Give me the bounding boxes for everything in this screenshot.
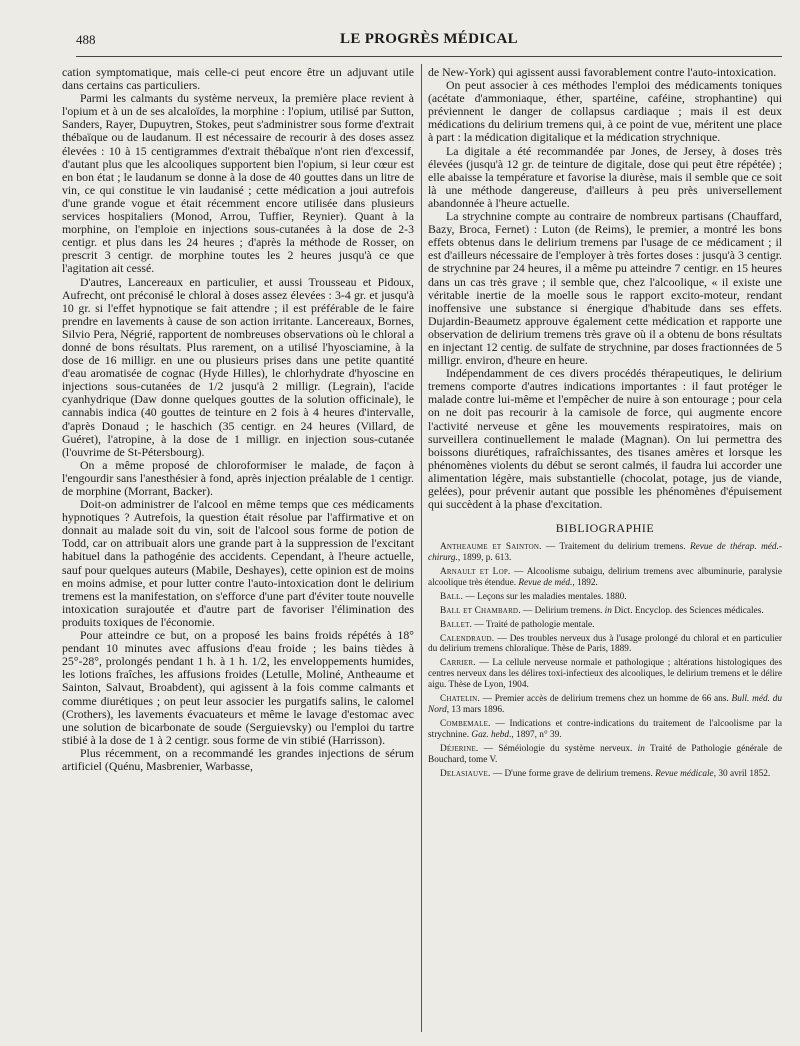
paragraph: Plus récemment, on a recommandé les grandes injections de sérum artificiel (Quénu, Masbrenier, Warbasse, [62,745,414,773]
bibliography-entry [428,592,782,603]
running-title: LE PROGRÈS MÉDICAL [340,31,518,47]
paragraph: On a même proposé de chloroformiser le malade, de façon à l'engourdir sans l'anesthésier à fond, après injection préalable de 1 centigr. de morphine (Morrant, Backer). [62,457,414,498]
bib-authors: Carrier. [440,658,476,669]
bib-text: — Traitement du delirium tremens. [541,542,690,553]
bib-authors: Ballet. [440,619,473,630]
bibliography-entry [428,634,782,656]
right-column [428,66,782,1038]
bib-tail: Traité de Pathologie générale de Bouchard, tome V. [428,743,782,765]
bib-text: — Leçons sur les maladies mentales. 1880. [463,591,627,602]
bib-authors: Arnault et Lop. [440,567,511,577]
bib-tail: , 1899, p. 613. [457,553,512,564]
bib-authors: Ball et Chambard. [440,605,521,616]
bibliography-list [428,542,782,779]
bib-journal: Revue de thérap. méd.-chirurg. [428,542,782,564]
bibliography-entry [428,542,782,564]
paragraph: D'autres, Lancereaux en particulier, et aussi Trousseau et Pidoux, Aufrecht, ont préconisé le chloral à doses assez élevées : 3-4 gr. et jusqu'à 10 gr. si l'effet hypnotique se fait attendre ; il est préférable de le faire prendre en lavements à cause de son action irritante. Lancereaux, Bornes, Silvio Pera, Négrié, rapportent de nombreuses observations où le chloral a donné de bons résultats. Plus rarement, on a utilisé l'hyosciamine, à la dose de 16 milligr. en une ou plusieurs prises dans une petite quantité d'eau aromatisée de cognac (Hyde Hilles), le chlorhydrate d'hyoscine en injections sous-cutanées de 1/2 jusqu'à 2 milligr. (Legrain), l'acide cyanhydrique (Daw donne quelques gouttes de la solution officinale), le cannabis indica (40 gouttes de teinture en 2 fois à 4 heures d'intervalle, d'après Donaud ; le haschich (35 centigr. en 24 heures (Villard, de Guéret), l'atropine, à la dose de 1 milligr. en injection sous-cutanée (l'ouvrime de St-Pétersbourg). [62,274,414,459]
bibliography-entry [428,719,782,741]
paragraph: cation symptomatique, mais celle-ci peut encore être un adjuvant utile dans certains cas particuliers. [62,66,414,93]
bib-text: — La cellule nerveuse normale et pathologique ; altérations histologiques des centres nerveux dans les délires toxi-infectieux des alcooliques, le delirium tremens et le délire aigu. Thèse de Lyon, 1904. [428,658,782,691]
bib-text: — Alcoolisme subaigu, delirium tremens avec albuminurie, paralysie alcoolique très étendue. [428,567,782,588]
bibliography-entry [428,606,782,617]
bib-journal: Revue médicale [655,768,714,779]
bibliography-entry [428,769,782,780]
left-column [62,66,414,1038]
bib-journal: Bull. méd. du Nord [428,694,782,715]
bib-authors: Ball. [440,591,464,602]
page-number: 488 [76,32,96,47]
paragraph: Pour atteindre ce but, on a proposé les bains froids répétés à 18° pendant 10 minutes avec affusions d'eau froide ; les bains tièdes à 25°-28°, prolongés pendant 1 h. à 1 h. 1/2, les enveloppements humides, les lotions fraîches, les affusions froides (Letulle, Moliné, Antheaume et Sainton, Salvaut, Broabdent), qui agissent à la fois comme calmants et comme diurétiques ; on peut leur associer les purgatifs salins, le calomel (Crothers), les lavements évacuateurs et même le lavage d'estomac avec une solution de bicarbonate de soude (Serguievsky) ou l'emploi du tartre stibié à la dose de 1 à 2 centigr. sous forme de vin stibié (Harrisson). [62,628,414,747]
bibliography-entry [428,567,782,589]
bib-tail: , 30 avril 1852. [713,768,771,779]
bib-journal: Gaz. hebd. [471,729,512,740]
bib-tail: , 13 mars 1896. [446,704,505,715]
bibliography-entry [428,744,782,766]
bibliography-entry [428,620,782,631]
bib-journal: in [637,743,645,754]
bib-authors: Calendraud. [440,633,495,644]
bib-text: — Indications et contre-indications du traitement de l'alcoolisme par la strychnine. [428,718,782,740]
bib-journal: in [604,605,612,616]
bib-text: — D'une forme grave de delirium tremens. [490,768,656,779]
paragraph: La strychnine compte au contraire de nombreux partisans (Chauffard, Bazy, Broca, Fernet) : Luton (de Reims), le premier, a montré les bons effets obtenus dans le delirium tremens par l'usage de ce médicament ; il est d'ailleurs nécessaire de l'employer à très fortes doses : jusqu'à 3 centigr. de strychnine par 24 heures, il a même pu atteindre 7 centigr. en 15 heures dans un cas très grave ; il semble que, chez l'alcoolique, « il existe une véritable inertie de la moelle sous le rapport excito-moteur, rendant inoffensive une substance si énergique d'habitude dans ses effets. Dujardin-Beaumetz approuve également cette médication et rapporte une observation de delirium tremens très grave où il a obtenu de bons résultats en injectant 12 centig. de sulfate de strychnine, par doses fractionnées de 5 milligr. environ, d'heure en heure. [428,209,782,368]
bibliography-title: BIBLIOGRAPHIE [555,521,655,536]
paragraph: Indépendamment de ces divers procédés thérapeutiques, le delirium tremens comporte d'autres indications importantes : il faut protéger le malade contre lui-même et l'empêcher de nuire à son entourage ; pour cela on ne doit pas recourir à la camisole de force, qui augmente encore l'activité nerveuse et gêne les mouvements respiratoires, mais on surveillera continuellement le malade (Magnan). On lui permettra des boissons diurétiques, rafraîchissantes, des tisanes amères et lorsque les phénomènes violents du début se seront calmés, il faudra lui accorder une alimentation légère, mais substantielle (chocolat, potage, jus de viande, gelées), pour prévenir autant que possible les phénomènes d'épuisement qui succèdent à la phase d'excitation. [428,366,782,512]
bib-authors: Delasiauve. [440,768,491,779]
bib-text: — Séméiologie du système nerveux. [478,743,638,754]
bibliography-entry [428,694,782,716]
paragraph: La digitale a été recommandée par Jones, de Jersey, à doses très élevées (jusqu'à 12 gr. de teinture de digitale, dose qui peut être répétée) ; elle abaisse la température et favorise la diurèse, mais il semble que ce soit là une méthode dangereuse, d'ailleurs à peu près universellement abandonnée à l'heure actuelle. [428,143,782,210]
bib-tail: , 1892. [572,577,598,588]
paragraph: Parmi les calmants du système nerveux, la première place revient à l'opium et à un de ses alcaloïdes, la morphine : l'opium, utilisé par Sutton, Sanders, Rayer, Dupuytren, Stokes, peut s'administrer sous forme d'extrait thébaïque ou de laudanum. Il est nécessaire de recourir à des doses assez élevées : 10 à 15 centigrammes d'extrait thébaïque n'ont rien d'excessif, d'autant plus que les alcooliques supportent bien l'opium, si leur cœur est en bon état ; le laudanum se donne à la dose de 40 gouttes dans un litre de vin, ce qui constitue le vin laudanisé ; cette médication a joui autrefois d'une grande vogue et était récemment encore utilisée dans plusieurs services hospitaliers (Monod, Arrou, Tuffier, Reynier). Quant à la morphine, on l'emploie en injections sous-cutanées à la dose de 2-3 centigr. et plus dans les 24 heures ; d'après la méthode de Rosser, on prescrit 3 centigr. de morphine toutes les 2 heures jusqu'à ce que l'agitation ait cessé. [62,91,414,276]
bib-tail: Dict. Encyclop. des Sciences médicales. [611,605,764,616]
bib-authors: Déjerine. [440,743,479,754]
paragraph: Doit-on administrer de l'alcool en même temps que ces médicaments hypnotiques ? Autrefois, la question était résolue par l'affirmative et on donnait au malade soit du vin, soit de l'alcool sous forme de potion de Todd, car on attribuait alors une grande part à la suppression de l'excitant habituel dans la pathogénie des accidents. Cependant, à l'heure actuelle, sauf pour quelques auteurs (Mabile, Deshayes), cette opinion est de moins en moins admise, et pour lutter contre l'auto-intoxication dont le delirium tremens est la manifestation, on s'efforce d'une part d'éviter toute nouvelle intoxication surajoutée et d'autre part de favoriser l'élimination des produits toxiques de l'économie. [62,497,414,629]
paragraph: On peut associer à ces méthodes l'emploi des médicaments toniques (acétate d'ammoniaque, éther, spartéine, caféine, strophantine) qui préviennent le danger de collapsus cardiaque ; mais il est deux médications du delirium tremens qui, à ce point de vue, méritent une place à part : la médication digitalique et la médication strychnique. [428,78,782,145]
bib-authors: Chatelin. [440,694,480,705]
bib-tail: , 1897, n° 39. [511,729,562,740]
bib-text: — Premier accès de delirium tremens chez un homme de 66 ans. [479,694,732,705]
column-divider [421,64,422,1032]
bib-authors: Combemale. [440,718,491,729]
bib-authors: Antheaume et Sainton. [440,542,542,553]
page-header [76,22,782,57]
bib-text: — Des troubles nerveux dus à l'usage prolongé du chloral et en particulier du delirium tremens chloralique. Thèse de Paris, 1889. [428,633,782,655]
bib-journal: Revue de méd. [518,577,573,588]
paragraph: de New-York) qui agissent aussi favorablement contre l'auto-intoxication. [428,66,777,79]
bib-text: — Delirium tremens. [520,605,605,616]
bibliography-entry [428,658,782,691]
bib-text: — Traité de pathologie mentale. [472,619,595,630]
